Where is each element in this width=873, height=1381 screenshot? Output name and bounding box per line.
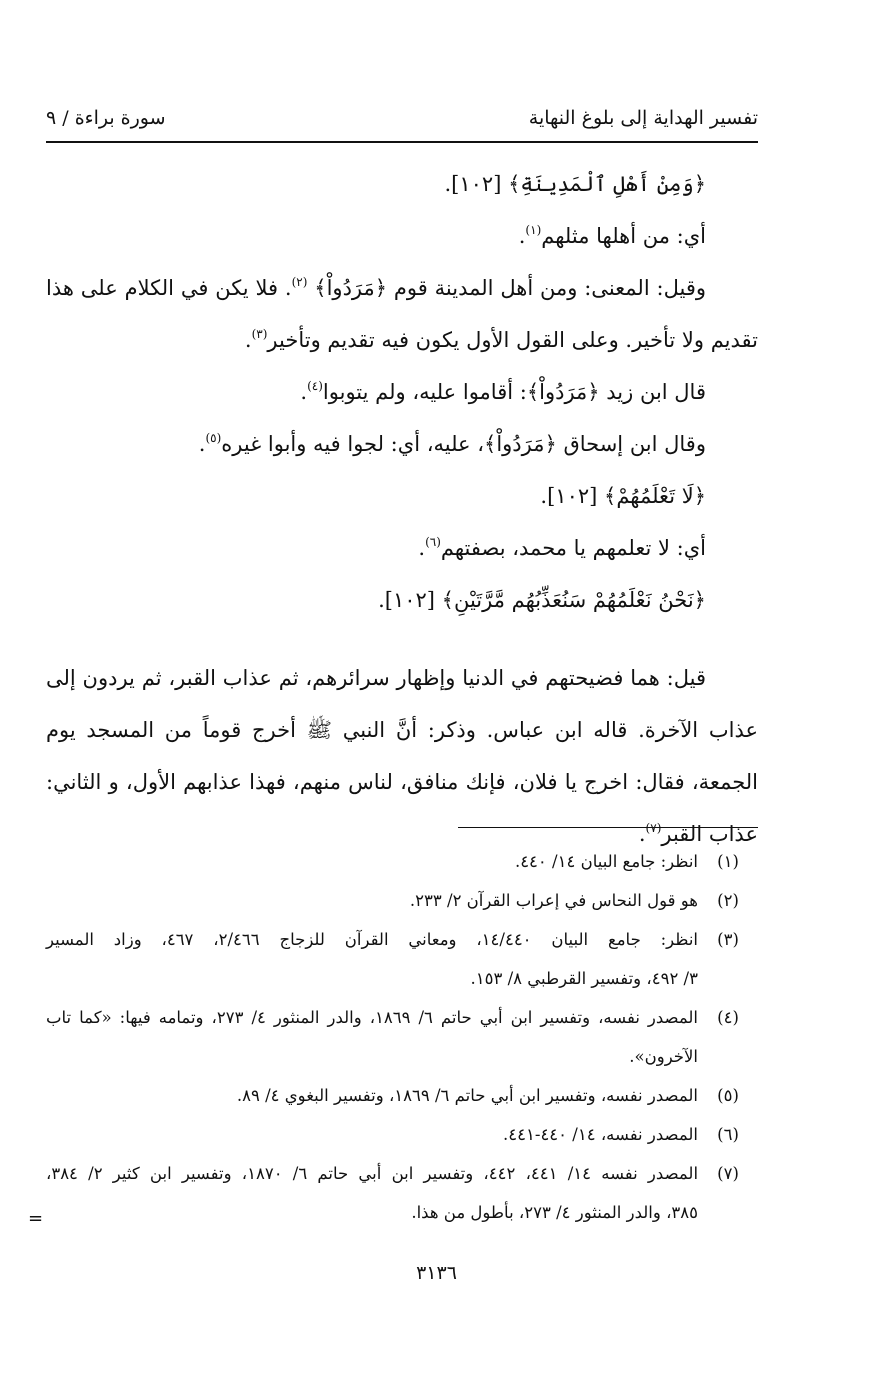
verse-line: ﴿لَا تَعْلَمُهُمْ﴾ [١٠٢]. [540, 484, 706, 508]
footnote-line: انظر: جامع البيان ١٤/ ٤٤٠. [514, 852, 698, 871]
footnote-ref: (٥) [205, 431, 222, 445]
footnote-line: هو قول النحاس في إعراب القرآن ٢/ ٢٣٣. [409, 891, 698, 910]
page-header [46, 98, 758, 138]
paragraph-line: عذاب القبر$^{(٧)}$. [638, 821, 758, 846]
footnote-ref: (٣) [251, 327, 268, 341]
verse-line: ﴿نَحْنُ نَعْلَمُهُمْ سَنُعَذِّبُهُم مَّرَّتَيْنِ﴾ [١٠٢]. [378, 588, 706, 612]
footnote-number: (٧) [717, 1164, 739, 1183]
header-rule [46, 141, 758, 143]
footnote-text [46, 1076, 698, 1115]
footnote-line: انظر: جامع البيان ١٤/٤٤٠، ومعاني القرآن للزجاج ٢/٤٦٦، ٤٦٧، وزاد المسير [46, 930, 698, 949]
footnote-number: (٤) [717, 1008, 739, 1027]
verse-line: ﴿وَمِنْ أَهْلِ ٱلْمَدِينَةِ﴾ [١٠٢]. [444, 172, 706, 196]
footnote-text [46, 1154, 698, 1232]
footnote-number: (٥) [717, 1086, 739, 1105]
footnote-text [46, 842, 698, 881]
footnote [46, 881, 758, 920]
footnote-line: المصدر نفسه، وتفسير ابن أبي حاتم ٦/ ١٨٦٩، وتفسير البغوي ٤/ ٨٩. [236, 1086, 698, 1105]
footnote [46, 920, 758, 998]
footnote-rule [458, 827, 758, 828]
footnote-ref: (٢) [291, 275, 308, 289]
paragraph-line: الجمعة، فقال: اخرج يا فلان، فإنك منافق، لناس منهم، فهذا عذابهم الأول، و الثاني: [46, 770, 758, 794]
page-number: ٣١٣٦ [416, 1262, 457, 1284]
footnote-line: ٣٨٥، والدر المنثور ٤/ ٢٧٣، بأطول من هذا. [411, 1203, 698, 1222]
footnote [46, 1076, 758, 1115]
text-line: أي: من أهلها مثلهم$^{(١)}$. [518, 223, 706, 248]
footnote-text [46, 998, 698, 1076]
footnotes [46, 842, 758, 1232]
footnote-line: الآخرون». [629, 1047, 698, 1066]
footnote-number: (٢) [717, 891, 739, 910]
text-line: قال ابن زيد ﴿مَرَدُواْ﴾: أقاموا عليه، ولم يتوبوا$^{(٤)}$. [300, 379, 706, 404]
main-text [46, 158, 758, 860]
footnote-number: (٦) [717, 1125, 739, 1144]
footnote [46, 1154, 758, 1232]
footnote-line: المصدر نفسه، وتفسير ابن أبي حاتم ٦/ ١٨٦٩، والدر المنثور ٤/ ٢٧٣، وتمامه فيها: «كما تاب [46, 1008, 698, 1027]
footnote-line: المصدر نفسه ١٤/ ٤٤١، ٤٤٢، وتفسير ابن أبي حاتم ٦/ ١٨٧٠، وتفسير ابن كثير ٢/ ٣٨٤، [46, 1164, 699, 1183]
footnote-line: المصدر نفسه، ١٤/ ٤٤٠-٤٤١. [503, 1125, 698, 1144]
footnote-text [46, 881, 698, 920]
paragraph-line: عذاب الآخرة. قاله ابن عباس. وذكر: أنَّ النبي ﷺ أخرج قوماً من المسجد يوم [46, 718, 758, 742]
footnote-ref: (١) [525, 223, 542, 237]
book-title: تفسير الهداية إلى بلوغ النهاية [528, 107, 758, 129]
footnote-number: (٣) [717, 930, 739, 949]
footnote-ref: (٦) [425, 535, 441, 549]
text-line: تقديم ولا تأخير. وعلى القول الأول يكون فيه تقديم وتأخير$^{(٣)}$. [244, 327, 758, 352]
footnote-text [46, 920, 698, 998]
footnote-ref: (٤) [307, 379, 323, 393]
paragraph-line: قيل: هما فضيحتهم في الدنيا وإظهار سرائرهم، ثم عذاب القبر، ثم يردون إلى [46, 666, 706, 690]
footnote [46, 842, 758, 881]
continues-mark: = [28, 1208, 44, 1229]
footnote [46, 1115, 758, 1154]
footnote-number: (١) [717, 852, 739, 871]
text-line: وقيل: المعنى: ومن أهل المدينة قوم ﴿مَرَدُواْ﴾ $^{(٢)}$. فلا يكن في الكلام على هذا [46, 275, 707, 300]
text-line: أي: لا تعلمهم يا محمد، بصفتهم$^{(٦)}$. [418, 535, 706, 560]
footnote-ref: (٧) [645, 821, 662, 835]
surah-label: سورة براءة / ٩ [46, 107, 166, 129]
footnote [46, 998, 758, 1076]
text-line: وقال ابن إسحاق ﴿مَرَدُواْ﴾، عليه، أي: لجوا فيه وأبوا غيره$^{(٥)}$. [198, 431, 706, 456]
footnote-line: ٣/ ٤٩٢، وتفسير القرطبي ٨/ ١٥٣. [470, 969, 698, 988]
footnote-text [46, 1115, 698, 1154]
